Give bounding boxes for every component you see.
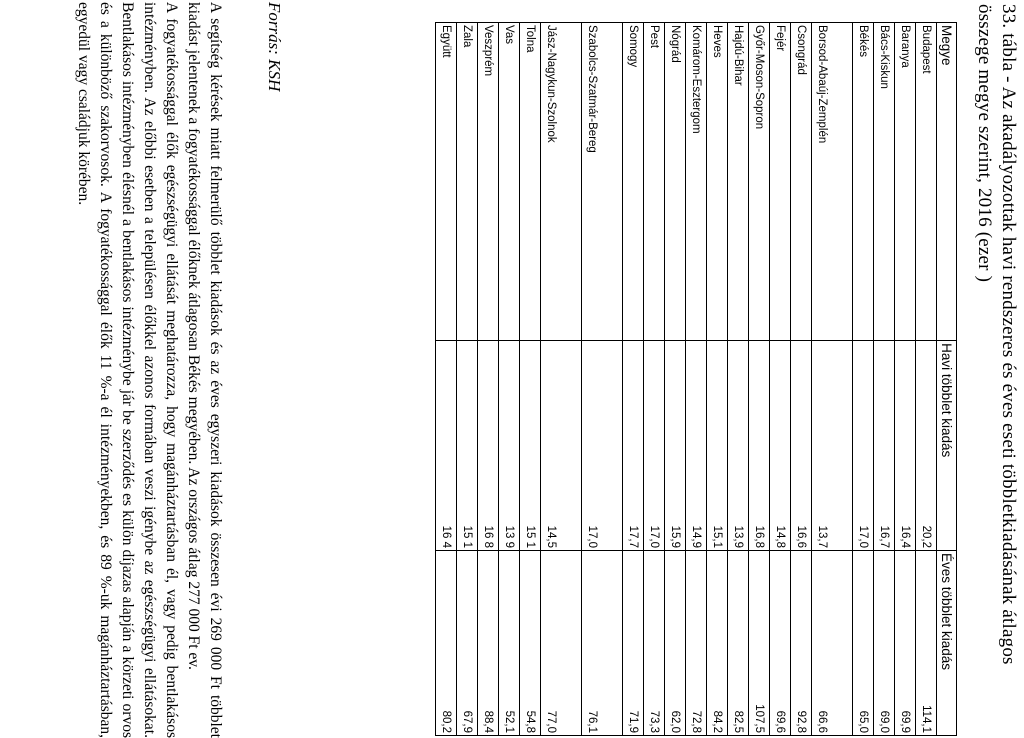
table-row: [728, 23, 749, 736]
yearly-value: 54,8: [520, 550, 541, 735]
yearly-value: 88,4: [478, 550, 499, 735]
county-name: Szabolcs-Szatmár-Bereg: [582, 23, 623, 341]
monthly-value: 17,0: [582, 341, 623, 551]
table-row: [770, 23, 791, 736]
monthly-value: 17,0: [644, 341, 665, 551]
header-megye: Megye: [937, 23, 957, 341]
table-caption: [972, 4, 1020, 734]
county-name: Pest: [644, 23, 665, 341]
yearly-value: 92,8: [791, 550, 812, 735]
table-row: [853, 23, 874, 736]
monthly-value: 13,7: [812, 341, 853, 551]
county-name: Hajdú-Bihar: [728, 23, 749, 341]
table-row: [457, 23, 478, 736]
table-row: [812, 23, 853, 736]
monthly-value: 16 4: [436, 341, 457, 551]
table-row: [749, 23, 770, 736]
monthly-value: 14,8: [770, 341, 791, 551]
yearly-value: 69,0: [874, 550, 895, 735]
county-name: Együtt: [436, 23, 457, 341]
county-name: Tolna: [520, 23, 541, 341]
county-name: Jász-Nagykun-Szolnok: [541, 23, 582, 341]
county-name: Veszprém: [478, 23, 499, 341]
monthly-value: 17,0: [853, 341, 874, 551]
yearly-value: 114,1: [916, 550, 937, 735]
paragraph-1: A segítség kérések miatt felmerülő többlet kiadások és az éves egyszeri kiadások összesen évi 269 000 Ft többlet kiadást jelentenek a fogyatékossággal élőknek átlagosan Békés megyében. Az országos átlag 277 000 Ft ev.: [185, 2, 224, 738]
table-row: [874, 23, 895, 736]
county-name: Komárom-Esztergom: [686, 23, 707, 341]
table-row: [707, 23, 728, 736]
yearly-value: 52,1: [499, 550, 520, 735]
table-row: [541, 23, 582, 736]
county-name: Fejér: [770, 23, 791, 341]
table-row: [582, 23, 623, 736]
monthly-value: 15 1: [520, 341, 541, 551]
table-row: [665, 23, 686, 736]
table-row: [916, 23, 937, 736]
yearly-value: 69,9: [895, 550, 916, 735]
yearly-value: 66,6: [812, 550, 853, 735]
table-row: [895, 23, 916, 736]
yearly-value: 84,2: [707, 550, 728, 735]
yearly-value: 82,5: [728, 550, 749, 735]
county-name: Bács-Kiskun: [874, 23, 895, 341]
monthly-value: 16,6: [791, 341, 812, 551]
yearly-value: 76,1: [582, 550, 623, 735]
county-name: Győr-Moson-Sopron: [749, 23, 770, 341]
table-row: [686, 23, 707, 736]
county-name: Budapest: [916, 23, 937, 341]
yearly-value: 107,5: [749, 550, 770, 735]
monthly-value: 17,7: [623, 341, 644, 551]
monthly-value: 14,9: [686, 341, 707, 551]
county-name: Zala: [457, 23, 478, 341]
monthly-value: 15,1: [707, 341, 728, 551]
paragraph-2: A fogyatékossággal élők egészségügyi ellátását meghatározza, hogy magánháztartásban él, vagy pedig bentlakásos intézményben. Az előbbi esetben a településen élőkkel azonos formában veszi igénybe az egészségügyi ellátásokat. Bentlakásos intézményben élésnél a bentlakásos intézménybe jár be szerződés es külön díjazas alapján a körzeti orvos és a különböző szakorvosok. A fogyatékossággal élők 11 %-a él intézményekben, és 89 %-uk magánháztartásban, egyedül vagy családjuk körében.: [75, 2, 180, 738]
table-row: [478, 23, 499, 736]
table-row: [499, 23, 520, 736]
yearly-value: 77,0: [541, 550, 582, 735]
monthly-value: 14,5: [541, 341, 582, 551]
county-name: Békés: [853, 23, 874, 341]
monthly-value: 20,2: [916, 341, 937, 551]
caption-line-1: 33. tábla - Az akadályozottak havi rendszeres és éves eseti többletkiadásának átlagos: [998, 4, 1019, 665]
table-row: [436, 23, 457, 736]
yearly-value: 69,6: [770, 550, 791, 735]
table-row: [791, 23, 812, 736]
table-row: [520, 23, 541, 736]
yearly-value: 65,0: [853, 550, 874, 735]
source-note: Forrás: KSH: [265, 2, 284, 92]
monthly-value: 16,7: [874, 341, 895, 551]
table-row: [644, 23, 665, 736]
yearly-value: 71,9: [623, 550, 644, 735]
caption-line-2: összege megye szerint, 2016 (ezer ): [974, 4, 995, 283]
monthly-value: 15 1: [457, 341, 478, 551]
county-name: Csongrád: [791, 23, 812, 341]
county-name: Vas: [499, 23, 520, 341]
yearly-value: 67,9: [457, 550, 478, 735]
county-name: Baranya: [895, 23, 916, 341]
body-text: [72, 2, 226, 738]
header-yearly: Éves többlet kiadás: [937, 550, 957, 735]
table-header-row: [937, 23, 957, 736]
monthly-value: 16,4: [895, 341, 916, 551]
monthly-value: 13,9: [728, 341, 749, 551]
county-expense-table: [435, 22, 957, 736]
monthly-value: 16 8: [478, 341, 499, 551]
monthly-value: 13 9: [499, 341, 520, 551]
table-row: [623, 23, 644, 736]
monthly-value: 15,9: [665, 341, 686, 551]
header-monthly: Havi többlet kiadás: [937, 341, 957, 551]
county-name: Borsod-Abaúj-Zemplén: [812, 23, 853, 341]
monthly-value: 16,8: [749, 341, 770, 551]
yearly-value: 62,0: [665, 550, 686, 735]
county-name: Heves: [707, 23, 728, 341]
yearly-value: 80,2: [436, 550, 457, 735]
county-name: Somogy: [623, 23, 644, 341]
yearly-value: 73,3: [644, 550, 665, 735]
yearly-value: 72,8: [686, 550, 707, 735]
county-name: Nógrád: [665, 23, 686, 341]
